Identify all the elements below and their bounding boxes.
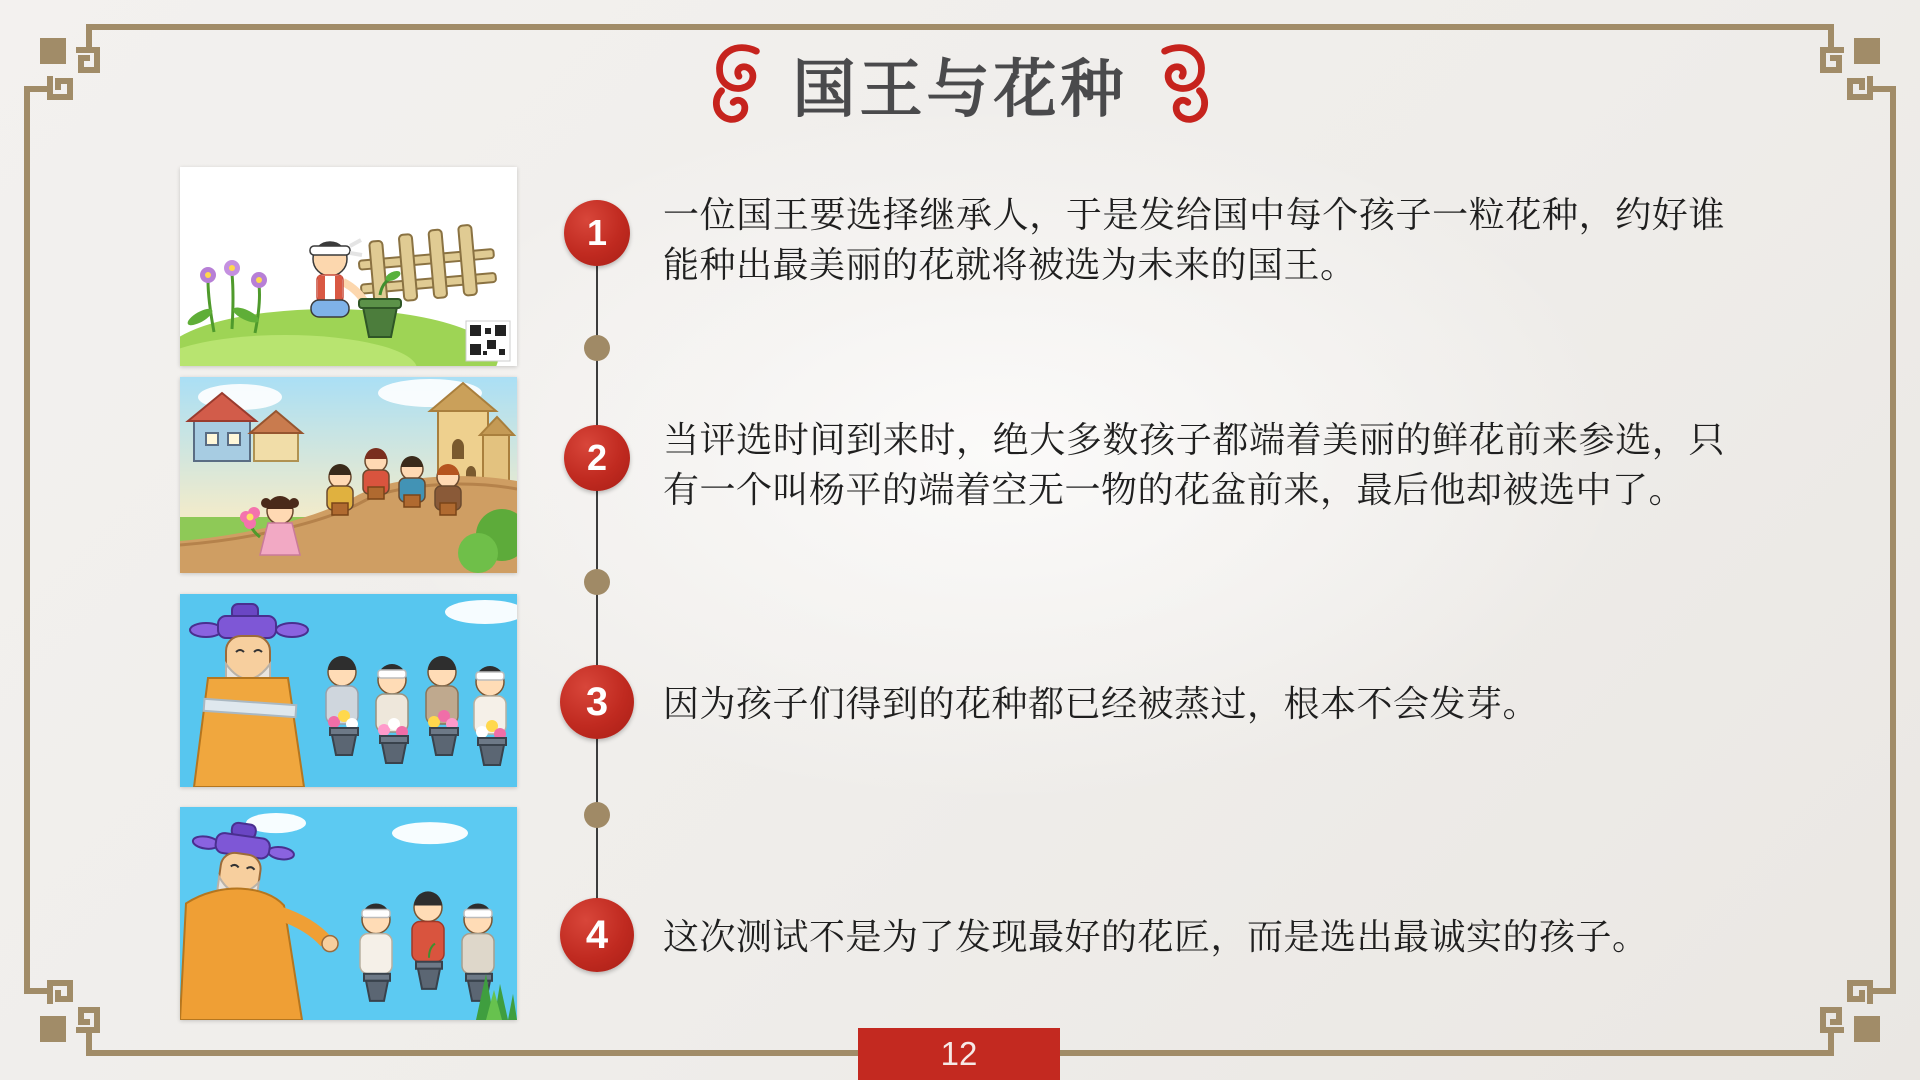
frame-border-right [1890,146,1896,934]
step-number: 2 [586,437,608,478]
greek-key-corner-icon [1770,930,1920,1080]
cloud-swirl-icon [709,42,767,126]
illustration-flower-judging [180,594,517,787]
story-text-2: 当评选时间到来时，绝大多数孩子都端着美丽的鲜花前来参选，只有一个叫杨平的端着空无一物的花盆前来，最后他却被选中了。 [663,419,1725,510]
timeline-step-badge-1 [564,200,630,266]
page-number: 12 [940,1035,978,1072]
greek-key-corner-icon [0,930,150,1080]
story-image-1 [180,167,517,366]
step-number: 1 [586,212,608,253]
timeline-dot [584,802,610,828]
illustration-planting-seed [180,167,517,366]
timeline-step-badge-4 [560,898,634,972]
story-text-4: 这次测试不是为了发现最好的花匠，而是选出最诚实的孩子。 [663,916,1649,957]
frame-border-top [146,24,1774,30]
illustration-children-road [180,377,517,573]
story-image-4 [180,807,517,1020]
slide-header [0,36,1920,132]
qr-code-icon [466,321,510,361]
timeline-dot [584,569,610,595]
timeline-dot [584,335,610,361]
step-number: 3 [585,679,609,724]
story-text-3: 因为孩子们得到的花种都已经被蒸过，根本不会发芽。 [663,683,1540,724]
timeline-step-badge-2 [564,425,630,491]
timeline-step-badge-3 [560,665,634,739]
story-text-1: 一位国王要选择继承人，于是发给国中每个孩子一粒花种，约好谁能种出最美丽的花就将被选为未来的国王。 [663,194,1725,285]
cloud-swirl-icon [1154,42,1212,126]
story-image-2 [180,377,517,573]
page-title: 国王与花种 [792,54,1128,125]
illustration-choosing-child [180,807,517,1020]
page-number-badge [858,1028,1060,1080]
frame-border-left [24,146,30,934]
story-image-3 [180,594,517,787]
step-number: 4 [585,912,609,957]
